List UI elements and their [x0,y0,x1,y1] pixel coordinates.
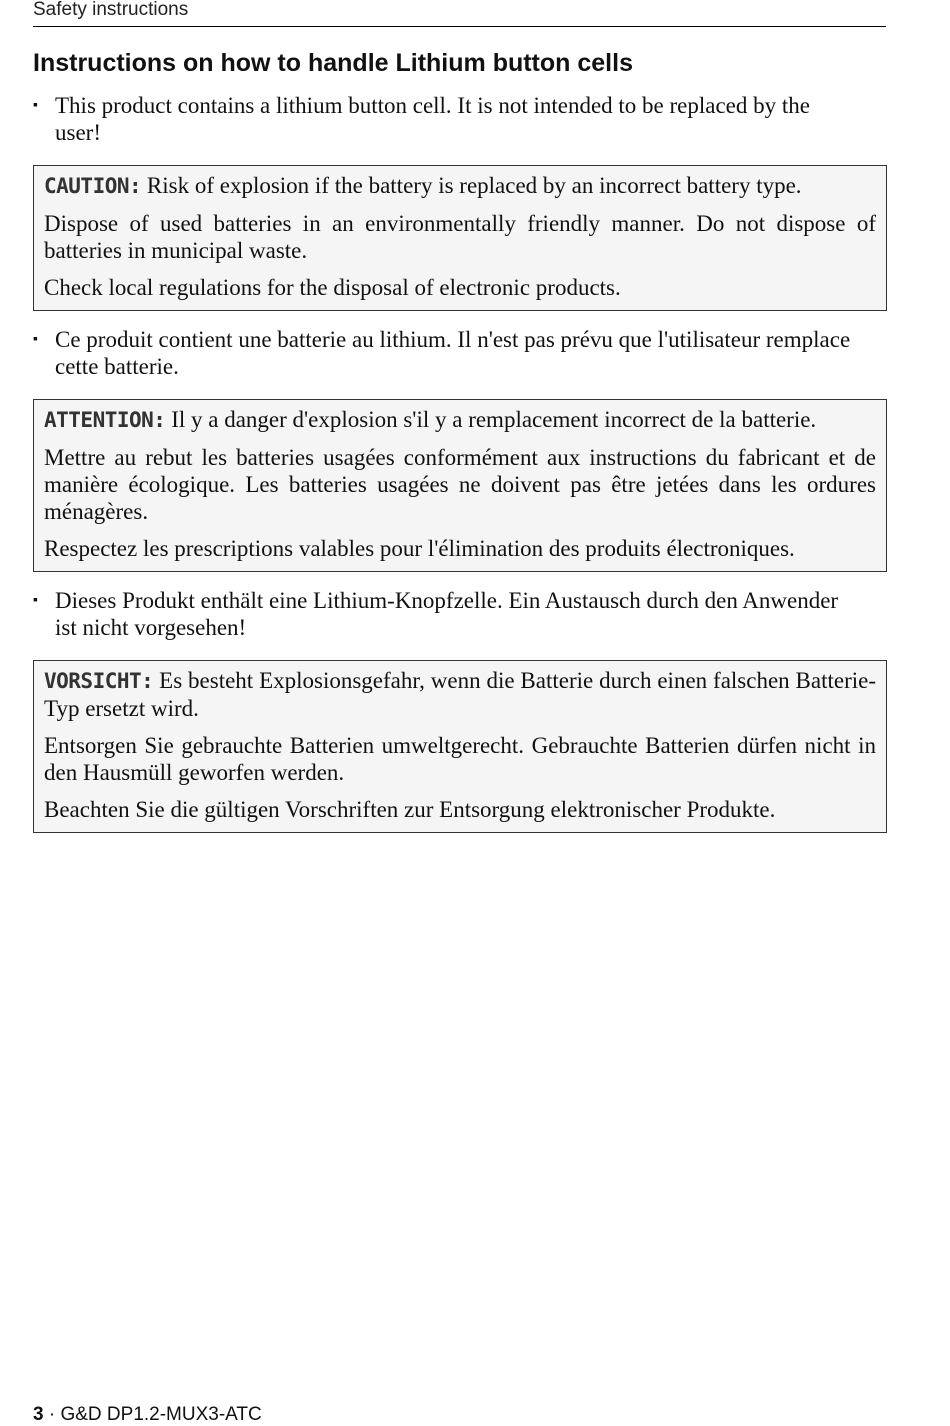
bullet-text-en: This product contains a lithium button cell. It is not intended to be replaced by the user! [55,93,810,145]
notice-paragraph-en-2: Check local regulations for the disposal of electronic products. [44,275,621,300]
notice-line-de [44,667,876,722]
caution-label: CAUTION: [44,174,142,198]
page-footer [33,1404,262,1426]
notice-paragraph-en-1: Dispose of used batteries in an environmentally friendly manner. Do not dispose of batteries in municipal waste. [44,211,876,263]
vorsicht-text: Es besteht Explosionsgefahr, wenn die Batterie durch einen falschen Batterie-Typ ersetzt wird. [44,668,876,721]
notice-line-fr [44,406,876,434]
vorsicht-label: VORSICHT: [44,669,154,693]
notice-paragraph-fr-2: Respectez les prescriptions valables pour l'élimination des produits électroniques. [44,536,795,561]
section-title: Safety instructions [33,0,189,20]
bullet-text-de: Dieses Produkt enthält eine Lithium-Knopfzelle. Ein Austausch durch den Anwender ist nicht vorgesehen! [55,588,839,640]
notice-paragraph-de-2: Beachten Sie die gültigen Vorschriften zur Entsorgung elektronischer Produkte. [44,797,776,822]
notice-box-de [33,660,887,833]
bullet-item-en [33,92,853,146]
footer-separator: · [43,1404,61,1425]
bullet-item-de [33,587,853,641]
bullet-marker: ▪ [33,593,38,608]
notice-box-fr [33,399,887,572]
notice-box-en [33,165,887,311]
product-name: G&D DP1.2-MUX3-ATC [60,1404,262,1425]
notice-paragraph-fr-1: Mettre au rebut les batteries usagées conformément aux instructions du fabricant et de manière écologique. Les batteries usagées ne doivent pas être jetées dans les ordures ménagères. [44,445,876,524]
notice-line-en [44,172,876,200]
caution-text: Risk of explosion if the battery is replaced by an incorrect battery type. [141,173,802,198]
bullet-marker: ▪ [33,98,38,113]
page-number: 3 [33,1404,44,1425]
page-header [33,0,886,27]
bullet-marker: ▪ [33,332,38,347]
attention-label: ATTENTION: [44,408,166,432]
attention-text: Il y a danger d'explosion s'il y a remplacement incorrect de la batterie. [165,407,817,432]
notice-paragraph-de-1: Entsorgen Sie gebrauchte Batterien umweltgerecht. Gebrauchte Batterien dürfen nicht in den Hausmüll geworfen werden. [44,733,876,785]
bullet-text-fr: Ce produit contient une batterie au lithium. Il n'est pas prévu que l'utilisateur remplace cette batterie. [55,327,851,379]
bullet-item-fr [33,326,853,380]
page-heading: Instructions on how to handle Lithium button cells [33,49,633,77]
